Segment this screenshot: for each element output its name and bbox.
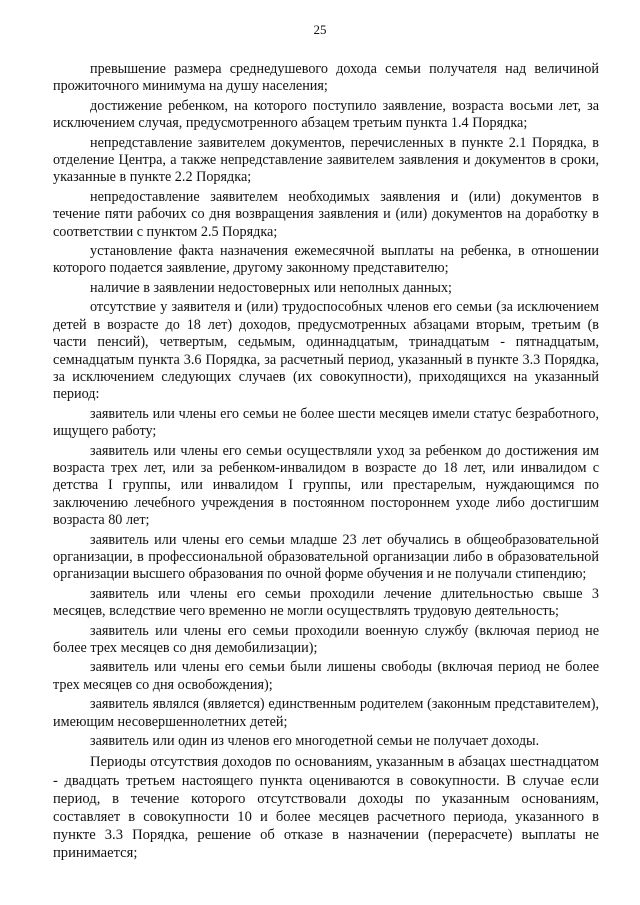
paragraph-unemployed: заявитель или члены его семьи не более шести месяцев имели статус безработного, ищущего работу;	[53, 405, 599, 440]
paragraph-invalid-data: наличие в заявлении недостоверных или неполных данных;	[90, 279, 453, 296]
paragraph-absence-periods: Периоды отсутствия доходов по основаниям, указанным в абзацах шестнадцатом - двадцать третьем настоящего пункта оцениваются в совокупности. В случае если период, в течение которого отсутствовали доходы по указанным основаниям, составляет в совокупности 10 и более месяцев расчетного периода, указанного в пункте 3.3 Порядка, решение об отказе в назначении (перерасчете) выплаты не принимается;	[53, 754, 599, 861]
paragraph-documents-not-provided: непредоставление заявителем необходимых заявления и (или) документов в течение пяти рабочих со дня возвращения заявления и (или) документов на доработку в соответствии с пунктом 2.5 Порядка;	[53, 188, 599, 240]
paragraph-payment-assigned: установление факта назначения ежемесячной выплаты на ребенка, в отношении которого подается заявление, другому законному представителю;	[53, 243, 599, 277]
paragraph-large-family: заявитель или один из членов его многодетной семьи не получает доходы.	[90, 733, 540, 750]
paragraph-treatment: заявитель или члены его семьи проходили лечение длительностью свыше 3 месяцев, вследствие чего временно не могли осуществлять трудовую деятельность;	[53, 585, 599, 620]
paragraph-education: заявитель или члены его семьи младше 23 лет обучались в общеобразовательной организации, в профессиональной образовательной организации либо в образовательной организации высшего образования по очной форме обучения и не получали стипендию;	[53, 531, 599, 583]
document-body	[53, 61, 599, 862]
paragraph-care: заявитель или члены его семьи осуществляли уход за ребенком до достижения им возраста трех лет, или за ребенком-инвалидом в возрасте до 18 лет, или инвалидом с детства I группы, или инвалидом I группы, или престарелым, нуждающимся по заключению лечебного учреждения в постоянном постороннем уходе либо достигшим возраста 80 лет;	[53, 442, 599, 529]
page-number: 25	[313, 22, 327, 37]
paragraph-no-income: отсутствие у заявителя и (или) трудоспособных членов его семьи (за исключением детей в возрасте до 18 лет) доходов, предусмотренных абзацами вторым, третьим (в части пенсий), четвертым, седьмым, одиннадцатым, тринадцатым - пятнадцатым, семнадцатым пункта 3.6 Порядка, за расчетный период, указанный в пункте 3.3 Порядка, за исключением следующих случаев (их совокупности), приходящихся на указанный период:	[53, 299, 599, 403]
paragraph-documents-not-submitted: непредставление заявителем документов, перечисленных в пункте 2.1 Порядка, в отделение Центра, а также непредставление заявителем заявления и документов в сроки, указанные в пункте 2.2 Порядка;	[53, 134, 599, 186]
paragraph-child-age: достижение ребенком, на которого поступило заявление, возраста восьми лет, за исключением случая, предусмотренного абзацем третьим пункта 1.4 Порядка;	[53, 97, 599, 132]
paragraph-income-excess: превышение размера среднедушевого дохода семьи получателя над величиной прожиточного минимума на душу населения;	[53, 61, 599, 95]
paragraph-imprisonment: заявитель или члены его семьи были лишены свободы (включая период не более трех месяцев со дня освобождения);	[53, 659, 599, 693]
paragraph-single-parent: заявитель являлся (является) единственным родителем (законным представителем), имеющим несовершеннолетних детей;	[53, 696, 599, 730]
paragraph-military: заявитель или члены его семьи проходили военную службу (включая период не более трех месяцев со дня демобилизации);	[53, 622, 599, 656]
